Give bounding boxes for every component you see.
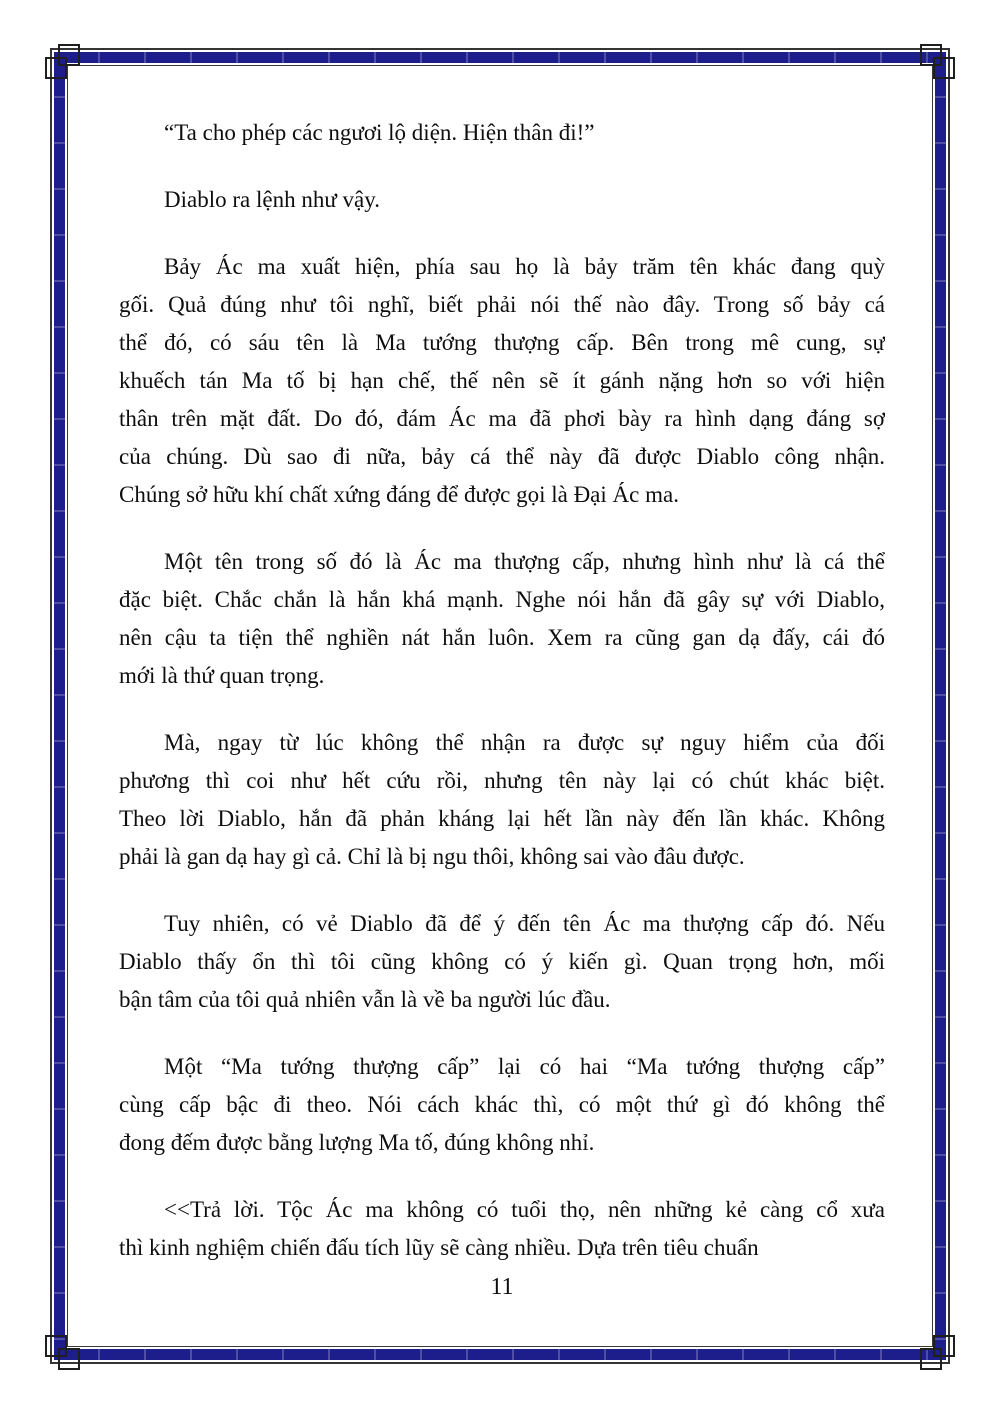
paragraph-line: của chúng. Dù sao đi nữa, bảy cá thể này đã được Diablo công nhận.	[119, 444, 885, 469]
paragraph	[119, 724, 885, 876]
paragraph-line: Một tên trong số đó là Ác ma thượng cấp, nhưng hình như là cá thể	[164, 549, 885, 574]
page-border-band-right	[935, 52, 946, 1360]
corner-ornament-top-right-square-icon	[933, 57, 955, 79]
paragraph-line: Một “Ma tướng thượng cấp” lại có hai “Ma tướng thượng cấp”	[164, 1054, 885, 1079]
paragraph-line: “Ta cho phép các ngươi lộ diện. Hiện thân đi!”	[164, 120, 595, 145]
paragraph-line: Diablo ra lệnh như vậy.	[164, 187, 380, 212]
paragraph-line: đong đếm được bằng lượng Ma tố, đúng không nhỉ.	[119, 1130, 595, 1155]
paragraph-line: Bảy Ác ma xuất hiện, phía sau họ là bảy trăm tên khác đang quỳ	[164, 254, 885, 279]
paragraph-line: Chúng sở hữu khí chất xứng đáng để được gọi là Đại Ác ma.	[119, 482, 679, 507]
paragraph	[119, 905, 885, 1019]
paragraph-line: cùng cấp bậc đi theo. Nói cách khác thì, có một thứ gì đó không thể	[119, 1092, 885, 1117]
paragraph-line: thân trên mặt đất. Do đó, đám Ác ma đã phơi bày ra hình dạng đáng sợ	[119, 406, 885, 431]
paragraph	[119, 1191, 885, 1267]
corner-ornament-bottom-right-square-icon	[933, 1335, 955, 1357]
page-border-band-left	[54, 52, 65, 1360]
body-text	[119, 114, 885, 1296]
paragraph-line: thể đó, có sáu tên là Ma tướng thượng cấp. Bên trong mê cung, sự	[119, 330, 885, 355]
paragraph-line: gối. Quả đúng như tôi nghĩ, biết phải nói thế nào đây. Trong số bảy cá	[119, 292, 885, 317]
paragraph-line: Diablo thấy ổn thì tôi cũng không có ý kiến gì. Quan trọng hơn, mối	[119, 949, 885, 974]
paragraph-line: mới là thứ quan trọng.	[119, 663, 325, 688]
page-border-band-top	[54, 52, 946, 63]
page-border-band-bottom	[54, 1349, 946, 1360]
paragraph-line: thì kinh nghiệm chiến đấu tích lũy sẽ càng nhiều. Dựa trên tiêu chuẩn	[119, 1235, 759, 1260]
paragraph-line: phải là gan dạ hay gì cả. Chỉ là bị ngu thôi, không sai vào đâu được.	[119, 844, 745, 869]
paragraph-line: bận tâm của tôi quả nhiên vẫn là về ba người lúc đầu.	[119, 987, 611, 1012]
paragraph-line: <<Trả lời. Tộc Ác ma không có tuổi thọ, nên những kẻ càng cổ xưa	[164, 1197, 885, 1222]
paragraph-line: Tuy nhiên, có vẻ Diablo đã để ý đến tên Ác ma thượng cấp đó. Nếu	[164, 911, 885, 936]
paragraph	[119, 248, 885, 514]
corner-ornament-top-left-square-icon	[45, 57, 67, 79]
page-number: 11	[490, 1274, 514, 1300]
paragraph	[119, 114, 885, 152]
paragraph-line: đặc biệt. Chắc chắn là hắn khá mạnh. Nghe nói hắn đã gây sự với Diablo,	[119, 587, 885, 612]
paragraph	[119, 543, 885, 695]
paragraph	[119, 181, 885, 219]
corner-ornament-bottom-left-square-icon	[45, 1335, 67, 1357]
paragraph	[119, 1048, 885, 1162]
paragraph-line: khuếch tán Ma tố bị hạn chế, thế nên sẽ ít gánh nặng hơn so với hiện	[119, 368, 885, 393]
paragraph-line: Mà, ngay từ lúc không thể nhận ra được sự nguy hiểm của đối	[164, 730, 885, 755]
paragraph-line: nên cậu ta tiện thể nghiền nát hắn luôn. Xem ra cũng gan dạ đấy, cái đó	[119, 625, 885, 650]
paragraph-line: phương thì coi như hết cứu rồi, nhưng tên này lại có chút khác biệt.	[119, 768, 885, 793]
paragraph-line: Theo lời Diablo, hắn đã phản kháng lại hết lần này đến lần khác. Không	[119, 806, 885, 831]
